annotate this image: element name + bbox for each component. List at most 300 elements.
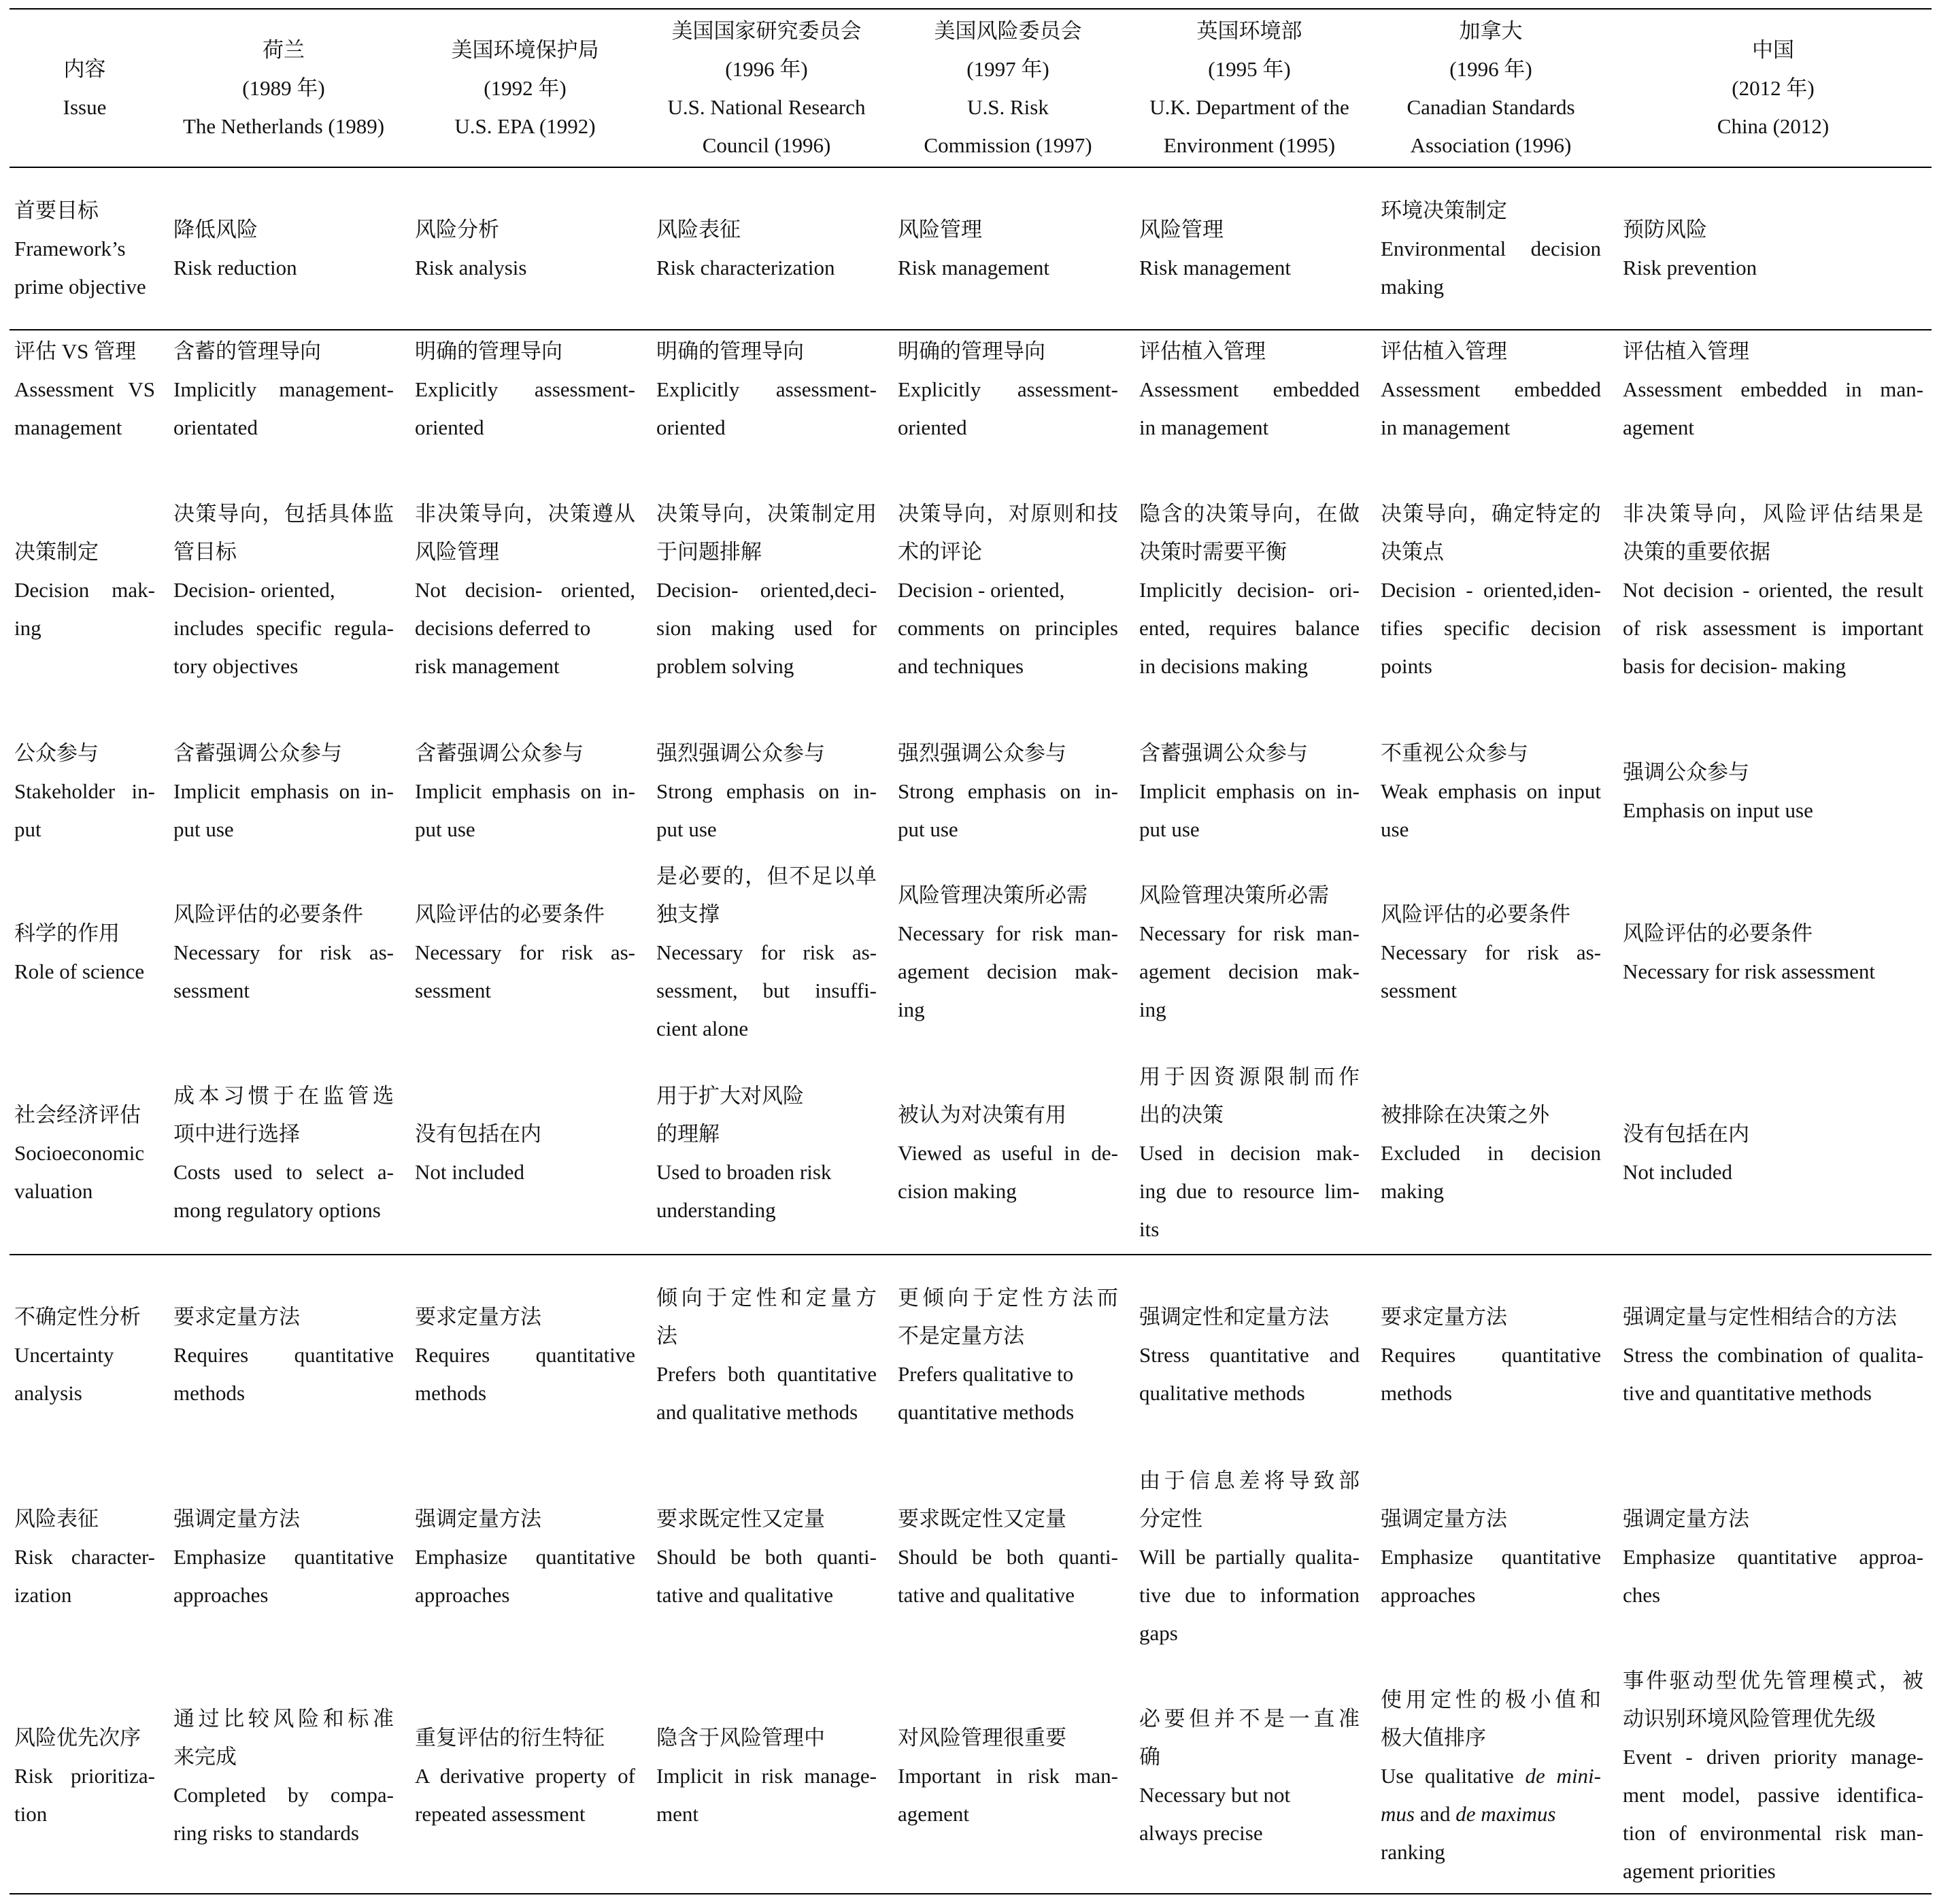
- cell-text: 没有包括在内: [1623, 1122, 1749, 1146]
- table-cell: [1137, 1455, 1379, 1659]
- cell-text: Requires quantitative: [1381, 1343, 1601, 1367]
- cell-text: 强调定量与定性相结合的方法: [1623, 1305, 1897, 1329]
- cell-line: [1623, 1738, 1923, 1776]
- cell-line: [1381, 333, 1601, 371]
- cell-text: 风险评估的必要条件: [1623, 921, 1813, 945]
- cell-line: [898, 1134, 1118, 1172]
- cell-text: Necessary but not: [1139, 1782, 1291, 1807]
- cell-text: 加拿大: [1459, 18, 1523, 43]
- cell-text: 美国国家研究委员会: [671, 18, 862, 43]
- cell-text: risk management: [415, 653, 560, 678]
- cell-text: 要求定量方法: [1381, 1305, 1507, 1329]
- cell-line: [1623, 953, 1923, 991]
- cell-line: [656, 495, 877, 533]
- cell-text: 要求既定性又定量: [656, 1506, 825, 1531]
- cell-line: [415, 609, 635, 647]
- cell-line: [1623, 31, 1923, 69]
- cell-text: 预防风险: [1623, 217, 1707, 241]
- cell-text: points: [1381, 653, 1432, 678]
- cell-line: [1139, 1058, 1360, 1096]
- cell-line: [898, 915, 1118, 953]
- cell-line: [1139, 333, 1360, 371]
- cell-line: [898, 772, 1118, 811]
- cell-text: methods: [415, 1381, 487, 1405]
- table-row: [10, 731, 1932, 852]
- cell-text: 不是定量方法: [898, 1324, 1024, 1348]
- row-label-cell: [10, 1659, 171, 1894]
- cell-line: [415, 495, 635, 533]
- cell-line: [415, 811, 635, 849]
- cell-line: [1623, 1500, 1923, 1538]
- cell-line: [1381, 647, 1601, 685]
- cell-line: [656, 857, 877, 896]
- cell-text: Commission (1997): [924, 133, 1092, 157]
- cell-text: Council (1996): [702, 133, 831, 157]
- cell-line: [656, 1153, 877, 1191]
- cell-line: [656, 533, 877, 571]
- cell-line: [14, 1298, 155, 1336]
- cell-line: [1139, 915, 1360, 953]
- cell-text: Should be both quanti-: [656, 1544, 877, 1569]
- cell-text: Used to broaden risk: [656, 1160, 832, 1184]
- cell-line: [1623, 249, 1923, 287]
- cell-text: Important in risk man-: [898, 1763, 1118, 1788]
- cell-line: [1381, 1719, 1601, 1757]
- cell-line: [1623, 915, 1923, 953]
- cell-text: 要求既定性又定量: [898, 1506, 1066, 1531]
- cell-text: U.S. National Research: [667, 95, 866, 119]
- cell-text: tion: [14, 1801, 48, 1826]
- cell-line: [1381, 934, 1601, 972]
- table-cell: [1620, 449, 1932, 731]
- cell-text: methods: [173, 1381, 246, 1405]
- cell-text: (1996 年): [725, 56, 808, 81]
- cell-text: Prefers qualitative to: [898, 1362, 1074, 1386]
- row-label-cell: [10, 1455, 171, 1659]
- cell-text: tive due to information: [1139, 1582, 1360, 1607]
- cell-line: [1381, 1538, 1601, 1576]
- cell-text: Issue: [63, 95, 107, 119]
- cell-line: [1381, 1374, 1601, 1412]
- cell-line: [1139, 1374, 1360, 1412]
- table-row: [10, 449, 1932, 731]
- table-cell: [896, 330, 1137, 449]
- cell-line: [1139, 1614, 1360, 1652]
- cell-line: [1623, 495, 1923, 533]
- cell-line: [1139, 1776, 1360, 1814]
- cell-text: 的理解: [656, 1122, 720, 1146]
- cell-line: [656, 88, 877, 126]
- table-cell: [171, 167, 413, 330]
- cell-line: [14, 1500, 155, 1538]
- cell-text: Prefers both quantitative: [656, 1362, 877, 1386]
- cell-line: [1139, 1134, 1360, 1172]
- cell-line: [898, 126, 1118, 165]
- cell-text: 明确的管理导向: [656, 339, 804, 363]
- cell-text: Explicitly assessment-: [898, 377, 1118, 401]
- cell-text: 隐含于风险管理中: [656, 1725, 825, 1750]
- cell-text: Necessary for risk man-: [898, 921, 1118, 945]
- cell-line: [415, 211, 635, 249]
- cell-line: [898, 1393, 1118, 1431]
- cell-text: The Netherlands (1989): [182, 114, 385, 138]
- cell-text: Environmental decision: [1381, 236, 1601, 260]
- cell-text: includes specific regula-: [173, 615, 394, 640]
- cell-line: [1139, 734, 1360, 772]
- cell-text: 含蓄强调公众参与: [415, 741, 584, 765]
- cell-text: 对风险管理很重要: [898, 1725, 1066, 1750]
- cell-text: sessment: [173, 978, 250, 1002]
- cell-text: 来完成: [173, 1744, 237, 1769]
- cell-text: Emphasize quantitative: [1381, 1544, 1601, 1569]
- cell-line: [1139, 88, 1360, 126]
- cell-line: [1381, 50, 1601, 88]
- cell-text: approaches: [1381, 1582, 1476, 1607]
- cell-line: [173, 1700, 394, 1738]
- cell-text: 决策制定: [14, 539, 99, 564]
- cell-line: [415, 934, 635, 972]
- cell-line: [656, 211, 877, 249]
- table-cell: [1620, 1255, 1932, 1455]
- cell-line: [1139, 211, 1360, 249]
- cell-line: [656, 1576, 877, 1614]
- cell-text: (1995 年): [1208, 56, 1291, 81]
- cell-text: Weak emphasis on input: [1381, 779, 1601, 803]
- cell-text: 美国环境保护局: [451, 37, 599, 62]
- cell-line: [14, 230, 155, 268]
- cell-text: 科学的作用: [14, 921, 120, 945]
- cell-line: [1381, 1795, 1601, 1833]
- cell-text: Implicitly decision- ori-: [1139, 577, 1360, 602]
- cell-text: Necessary for risk man-: [1139, 921, 1360, 945]
- cell-text: 强烈强调公众参与: [656, 741, 825, 765]
- cell-text: Used in decision mak-: [1139, 1141, 1360, 1165]
- cell-line: [415, 1298, 635, 1336]
- cell-text: Role of science: [14, 959, 145, 983]
- cell-line: [1623, 371, 1923, 409]
- cell-line: [898, 1355, 1118, 1393]
- cell-line: [1623, 1814, 1923, 1852]
- cell-text: put use: [898, 817, 958, 841]
- cell-text: ring risks to standards: [173, 1820, 359, 1845]
- cell-text: 要求定量方法: [415, 1305, 541, 1329]
- cell-line: [1139, 533, 1360, 571]
- cell-text: 重复评估的衍生特征: [415, 1725, 605, 1750]
- cell-line: [1139, 877, 1360, 915]
- cell-text: oriented: [656, 415, 726, 439]
- table-cell: [1620, 852, 1932, 1053]
- cell-line: [173, 495, 394, 533]
- cell-line: [173, 1336, 394, 1374]
- cell-line: [173, 772, 394, 811]
- cell-line: [1381, 1757, 1601, 1795]
- table-cell: [413, 330, 654, 449]
- cell-line: [14, 609, 155, 647]
- table-cell: [1137, 449, 1379, 731]
- cell-text: 不确定性分析: [14, 1305, 141, 1329]
- cell-line: [173, 1776, 394, 1814]
- cell-line: [1139, 50, 1360, 88]
- cell-text: Stakeholder in-: [14, 779, 155, 803]
- cell-text: 荷兰: [263, 37, 305, 62]
- cell-line: [415, 1719, 635, 1757]
- cell-line: [1381, 1500, 1601, 1538]
- comparison-table: [10, 8, 1932, 1894]
- table-cell: [896, 1255, 1137, 1455]
- cell-line: [1623, 571, 1923, 609]
- cell-text: Explicitly assessment-: [415, 377, 635, 401]
- cell-text: China (2012): [1717, 114, 1830, 138]
- cell-line: [14, 953, 155, 991]
- cell-text: methods: [1381, 1381, 1453, 1405]
- cell-text: 用于扩大对风险: [656, 1084, 804, 1108]
- cell-text: ization: [14, 1582, 72, 1607]
- cell-text: sessment: [1381, 978, 1457, 1002]
- cell-text: 决策导向，确定特定的: [1381, 501, 1601, 526]
- cell-line: [14, 772, 155, 811]
- cell-line: [415, 1336, 635, 1374]
- row-label-cell: [10, 330, 171, 449]
- cell-text: 强调定量方法: [1623, 1506, 1749, 1531]
- cell-text: Requires quantitative: [415, 1343, 635, 1367]
- cell-text: 决策导向，包括具体监: [173, 501, 394, 526]
- cell-line: [656, 50, 877, 88]
- cell-line: [898, 1317, 1118, 1355]
- table-cell: [1379, 1455, 1620, 1659]
- cell-text: 明确的管理导向: [898, 339, 1045, 363]
- cell-text: 含蓄强调公众参与: [173, 741, 342, 765]
- cell-line: [1381, 192, 1601, 230]
- cell-text: 于问题排解: [656, 539, 762, 564]
- cell-line: [656, 333, 877, 371]
- cell-text: 独支撑: [656, 902, 720, 926]
- cell-text: 决策的重要依据: [1623, 539, 1770, 564]
- table-header: [10, 9, 1932, 167]
- table-cell: [1620, 167, 1932, 330]
- cell-line: [14, 1096, 155, 1134]
- cell-line: [898, 877, 1118, 915]
- cell-text: tifies specific decision: [1381, 615, 1601, 640]
- table-cell: [1379, 167, 1620, 330]
- cell-line: [1381, 268, 1601, 306]
- cell-text: Event - driven priority manage-: [1623, 1744, 1923, 1769]
- cell-line: [173, 1298, 394, 1336]
- cell-text: Decision- oriented,: [173, 577, 335, 602]
- cell-line: [1139, 1700, 1360, 1738]
- cell-line: [415, 1153, 635, 1191]
- cell-line: [415, 1115, 635, 1153]
- row-label-cell: [10, 1053, 171, 1255]
- table-cell: [654, 731, 896, 852]
- cell-line: [14, 268, 155, 306]
- cell-text: Risk management: [898, 255, 1049, 279]
- cell-text: Requires quantitative: [173, 1343, 394, 1367]
- cell-line: [415, 333, 635, 371]
- table-cell: [654, 1255, 896, 1455]
- cell-text: in decisions making: [1139, 653, 1308, 678]
- cell-text: ranking: [1381, 1839, 1445, 1864]
- cell-line: [1623, 1298, 1923, 1336]
- cell-line: [1623, 333, 1923, 371]
- cell-line: [656, 1538, 877, 1576]
- cell-line: [1139, 126, 1360, 165]
- cell-text: Framework’s: [14, 236, 126, 260]
- cell-line: [656, 811, 877, 849]
- cell-line: [898, 12, 1118, 50]
- cell-line: [656, 1393, 877, 1431]
- table-cell: [1379, 1659, 1620, 1894]
- cell-text: 风险表征: [656, 217, 741, 241]
- table-cell: [413, 1255, 654, 1455]
- cell-text: (1992 年): [484, 75, 567, 100]
- cell-line: [1381, 571, 1601, 609]
- cell-text: Necessary for risk as-: [415, 940, 635, 964]
- cell-line: [14, 1134, 155, 1172]
- cell-text: 评估 VS 管理: [14, 339, 137, 363]
- cell-line: [1623, 1153, 1923, 1191]
- cell-text: Not included: [415, 1160, 524, 1184]
- table-cell: [896, 167, 1137, 330]
- table-cell: [171, 1455, 413, 1659]
- cell-line: [173, 1814, 394, 1852]
- cell-line: [14, 409, 155, 447]
- cell-line: [1623, 1115, 1923, 1153]
- table-cell: [896, 1659, 1137, 1894]
- cell-text: 含蓄强调公众参与: [1139, 741, 1308, 765]
- cell-line: [1623, 1336, 1923, 1374]
- table-cell: [1137, 1255, 1379, 1455]
- table-row: [10, 330, 1932, 449]
- cell-line: [1139, 811, 1360, 849]
- cell-text: management: [14, 415, 122, 439]
- table-cell: [1620, 330, 1932, 449]
- cell-text: and: [1414, 1801, 1456, 1826]
- cell-line: [1139, 1738, 1360, 1776]
- cell-text: 不重视公众参与: [1381, 741, 1528, 765]
- cell-line: [415, 533, 635, 571]
- cell-text: Implicit emphasis on in-: [173, 779, 394, 803]
- cell-line: [14, 1374, 155, 1412]
- cell-line: [656, 249, 877, 287]
- cell-line: [1623, 1662, 1923, 1700]
- cell-text: Risk analysis: [415, 255, 527, 279]
- cell-line: [14, 533, 155, 571]
- column-header: [1620, 9, 1932, 167]
- cell-line: [1381, 734, 1601, 772]
- table-cell: [1379, 852, 1620, 1053]
- cell-line: [1381, 409, 1601, 447]
- cell-line: [656, 734, 877, 772]
- cell-line: [1381, 230, 1601, 268]
- cell-line: [1381, 896, 1601, 934]
- cell-text: 出的决策: [1139, 1103, 1224, 1127]
- cell-line: [898, 249, 1118, 287]
- cell-text: Costs used to select a-: [173, 1160, 394, 1184]
- cell-text: agement decision mak-: [898, 959, 1118, 983]
- cell-line: [173, 107, 394, 146]
- cell-line: [1139, 953, 1360, 991]
- cell-line: [415, 31, 635, 69]
- cell-line: [415, 772, 635, 811]
- row-label-cell: [10, 852, 171, 1053]
- cell-line: [1139, 1172, 1360, 1210]
- cell-text: Emphasize quantitative: [173, 1544, 394, 1569]
- cell-text: Not decision- oriented,: [415, 577, 635, 602]
- cell-text: cient alone: [656, 1016, 749, 1040]
- cell-line: [415, 647, 635, 685]
- cell-text: Risk prevention: [1623, 255, 1757, 279]
- cell-text: ing: [898, 997, 925, 1021]
- cell-text: Risk prioritiza-: [14, 1763, 155, 1788]
- cell-text: 环境决策制定: [1381, 198, 1507, 222]
- table-cell: [1137, 1659, 1379, 1894]
- cell-line: [656, 1795, 877, 1833]
- cell-text: 英国环境部: [1196, 18, 1302, 43]
- cell-text: Stress the combination of qualita-: [1623, 1343, 1923, 1367]
- cell-line: [14, 50, 155, 88]
- cell-line: [898, 409, 1118, 447]
- cell-text: Completed by compa-: [173, 1782, 394, 1807]
- table-cell: [171, 731, 413, 852]
- cell-line: [173, 533, 394, 571]
- table-cell: [896, 449, 1137, 731]
- cell-text: Risk reduction: [173, 255, 297, 279]
- cell-text: Should be both quanti-: [898, 1544, 1118, 1569]
- cell-text: gaps: [1139, 1620, 1178, 1645]
- cell-line: [1623, 647, 1923, 685]
- cell-text: understanding: [656, 1198, 776, 1222]
- cell-line: [14, 1172, 155, 1210]
- cell-line: [656, 1500, 877, 1538]
- cell-line: [173, 896, 394, 934]
- column-header: [1379, 9, 1620, 167]
- cell-line: [1381, 1336, 1601, 1374]
- table-cell: [1379, 330, 1620, 449]
- cell-text: (1989 年): [242, 75, 325, 100]
- cell-text: 风险管理: [1139, 217, 1224, 241]
- cell-line: [1139, 1500, 1360, 1538]
- cell-text: Use qualitative: [1381, 1763, 1526, 1788]
- cell-line: [173, 333, 394, 371]
- cell-text: 被认为对决策有用: [898, 1103, 1066, 1127]
- cell-line: [656, 1191, 877, 1229]
- cell-line: [173, 1077, 394, 1115]
- cell-text: ing due to resource lim-: [1139, 1179, 1360, 1203]
- cell-line: [14, 734, 155, 772]
- cell-line: [1139, 991, 1360, 1029]
- cell-line: [14, 371, 155, 409]
- cell-text: 事件驱动型优先管理模式，被: [1623, 1668, 1923, 1693]
- cell-line: [898, 88, 1118, 126]
- cell-text: 风险表征: [14, 1506, 99, 1531]
- table-cell: [413, 1053, 654, 1255]
- cell-text: oriented: [898, 415, 967, 439]
- cell-text: 内容: [63, 56, 106, 81]
- cell-text: 强烈强调公众参与: [898, 741, 1066, 765]
- cell-line: [1139, 1210, 1360, 1248]
- cell-text: 决策导向，决策制定用: [656, 501, 877, 526]
- cell-line: [1139, 1538, 1360, 1576]
- cell-line: [415, 1576, 635, 1614]
- cell-line: [1381, 371, 1601, 409]
- cell-text: Will be partially qualita-: [1139, 1544, 1360, 1569]
- cell-line: [415, 69, 635, 107]
- cell-text: sessment, but insuffi-: [656, 978, 877, 1002]
- table-cell: [1620, 1455, 1932, 1659]
- cell-text: and techniques: [898, 653, 1024, 678]
- cell-text: problem solving: [656, 653, 794, 678]
- cell-text: A derivative property of: [415, 1763, 635, 1788]
